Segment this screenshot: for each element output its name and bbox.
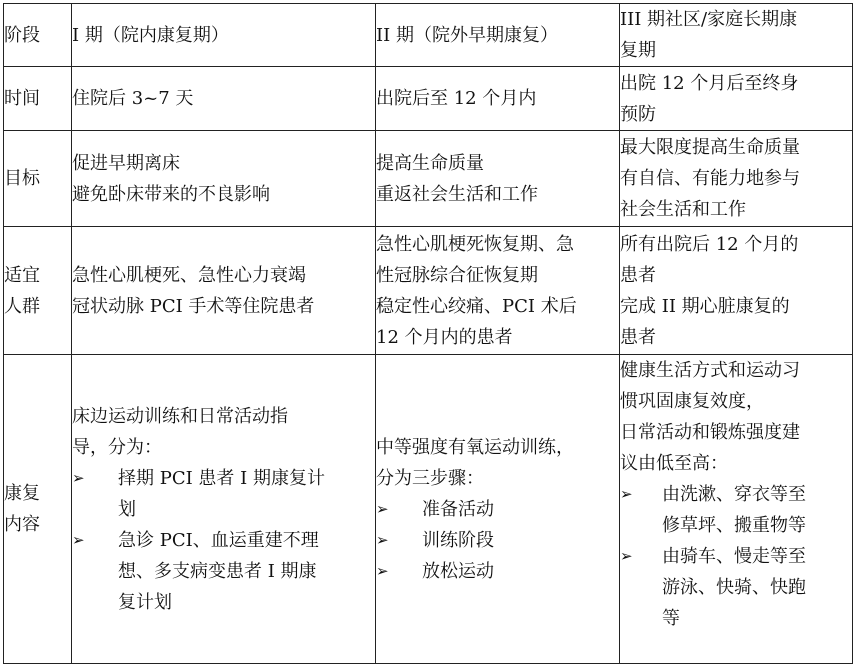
arrowhead-icon: ➢ <box>376 530 389 549</box>
goal-phase-2-line-1: 提高生命质量 <box>376 152 484 174</box>
list-item <box>376 556 619 587</box>
content-phase-2 <box>376 355 620 664</box>
list-item-line: 划 <box>118 498 136 520</box>
content-phase-2-list <box>376 494 619 587</box>
list-item <box>620 479 852 541</box>
goal-phase-2-line-2: 重返社会生活和工作 <box>376 183 538 205</box>
time-row <box>4 67 853 131</box>
arrowhead-icon: ➢ <box>72 468 85 487</box>
time-phase-3 <box>620 67 853 131</box>
arrowhead-icon: ➢ <box>376 561 389 580</box>
content-phase-1 <box>72 355 376 664</box>
content-phase-2-intro-line-1: 中等强度有氧运动训练， <box>376 436 574 458</box>
population-phase-2-line-3: 稳定性心绞痛、PCI 术后 <box>376 295 577 317</box>
population-phase-2-line-1: 急性心肌梗死恢复期、急 <box>376 233 574 255</box>
row-label-content-line-1: 康复 <box>4 483 40 504</box>
content-phase-1-intro-line-1: 床边运动训练和日常活动指 <box>72 405 288 427</box>
header-stage: 阶段 <box>4 4 72 67</box>
row-label-time: 时间 <box>4 67 72 131</box>
list-item-line: 想、多支病变患者 I 期康 <box>118 560 317 582</box>
content-row <box>4 355 853 664</box>
population-phase-2 <box>376 227 620 355</box>
time-phase-3-line-1: 出院 12 个月后至终身 <box>620 72 799 94</box>
content-phase-3-intro-line-4: 议由低至高： <box>620 453 728 474</box>
content-phase-2-intro-line-2: 分为三步骤： <box>376 467 484 489</box>
header-phase-3-line-1: III 期社区/家庭长期康 <box>620 9 798 30</box>
time-phase-2: 出院后至 12 个月内 <box>376 67 620 131</box>
row-label-content-line-2: 内容 <box>4 514 40 535</box>
content-phase-3-intro-line-2: 惯巩固康复效度， <box>620 391 764 412</box>
rehabilitation-phase-table <box>3 3 853 664</box>
list-item-line: 复计划 <box>118 591 172 613</box>
list-item <box>72 525 375 618</box>
goal-row <box>4 131 853 227</box>
goal-phase-3-line-1: 最大限度提高生命质量 <box>620 137 800 158</box>
list-item-line: 急诊 PCI、血运重建不理 <box>118 529 319 551</box>
list-item <box>72 463 375 525</box>
goal-phase-2 <box>376 131 620 227</box>
content-phase-3-intro-line-1: 健康生活方式和运动习 <box>620 360 800 381</box>
content-phase-1-intro-line-2: 导，分为： <box>72 436 162 458</box>
goal-phase-1-line-1: 促进早期离床 <box>72 152 180 174</box>
list-item-line: 择期 PCI 患者 I 期康复计 <box>118 467 325 489</box>
header-phase-3 <box>620 4 853 67</box>
list-item <box>620 541 852 634</box>
list-item-text: 训练阶段 <box>422 529 494 551</box>
header-phase-1: I 期（院内康复期） <box>72 4 376 67</box>
population-phase-1-line-2: 冠状动脉 PCI 手术等住院患者 <box>72 295 315 317</box>
goal-phase-1 <box>72 131 376 227</box>
content-phase-3-intro-line-3: 日常活动和锻炼强度建 <box>620 422 800 443</box>
list-item-line: 由骑车、慢走等至 <box>662 546 806 567</box>
population-phase-3-line-2: 患者 <box>620 264 656 286</box>
population-phase-2-line-2: 性冠脉综合征恢复期 <box>376 264 538 286</box>
population-phase-1 <box>72 227 376 355</box>
list-item <box>376 494 619 525</box>
list-item <box>376 525 619 556</box>
time-phase-1: 住院后 3~7 天 <box>72 67 376 131</box>
content-phase-3-list <box>620 479 852 634</box>
row-label-population <box>4 227 72 355</box>
header-row <box>4 4 853 67</box>
population-row <box>4 227 853 355</box>
arrowhead-icon: ➢ <box>620 485 633 503</box>
row-label-population-line-2: 人群 <box>4 295 40 317</box>
list-item-text: 放松运动 <box>422 560 494 582</box>
time-phase-3-line-2: 预防 <box>620 103 656 125</box>
arrowhead-icon: ➢ <box>376 499 389 518</box>
population-phase-3-line-3: 完成 II 期心脏康复的 <box>620 295 790 317</box>
population-phase-3-line-4: 患者 <box>620 326 656 348</box>
population-phase-3 <box>620 227 853 355</box>
list-item-text: 准备活动 <box>422 498 494 520</box>
population-phase-1-line-1: 急性心肌梗死、急性心力衰竭 <box>72 264 306 286</box>
goal-phase-3-line-2: 有自信、有能力地参与 <box>620 168 800 189</box>
list-item-line: 游泳、快骑、快跑 <box>662 577 806 598</box>
goal-phase-3 <box>620 131 853 227</box>
goal-phase-1-line-2: 避免卧床带来的不良影响 <box>72 183 270 205</box>
row-label-content <box>4 355 72 664</box>
content-phase-1-list <box>72 463 375 618</box>
header-phase-2: II 期（院外早期康复） <box>376 4 620 67</box>
list-item-line: 修草坪、搬重物等 <box>662 515 806 536</box>
row-label-population-line-1: 适宜 <box>4 264 40 286</box>
header-phase-3-line-2: 复期 <box>620 40 656 61</box>
goal-phase-3-line-3: 社会生活和工作 <box>620 199 746 220</box>
population-phase-2-line-4: 12 个月内的患者 <box>376 326 513 348</box>
content-phase-3 <box>620 355 853 664</box>
arrowhead-icon: ➢ <box>72 530 85 549</box>
list-item-line: 等 <box>662 608 680 629</box>
population-phase-3-line-1: 所有出院后 12 个月的 <box>620 233 799 255</box>
row-label-goal: 目标 <box>4 131 72 227</box>
list-item-line: 由洗漱、穿衣等至 <box>662 484 806 505</box>
arrowhead-icon: ➢ <box>620 547 633 565</box>
